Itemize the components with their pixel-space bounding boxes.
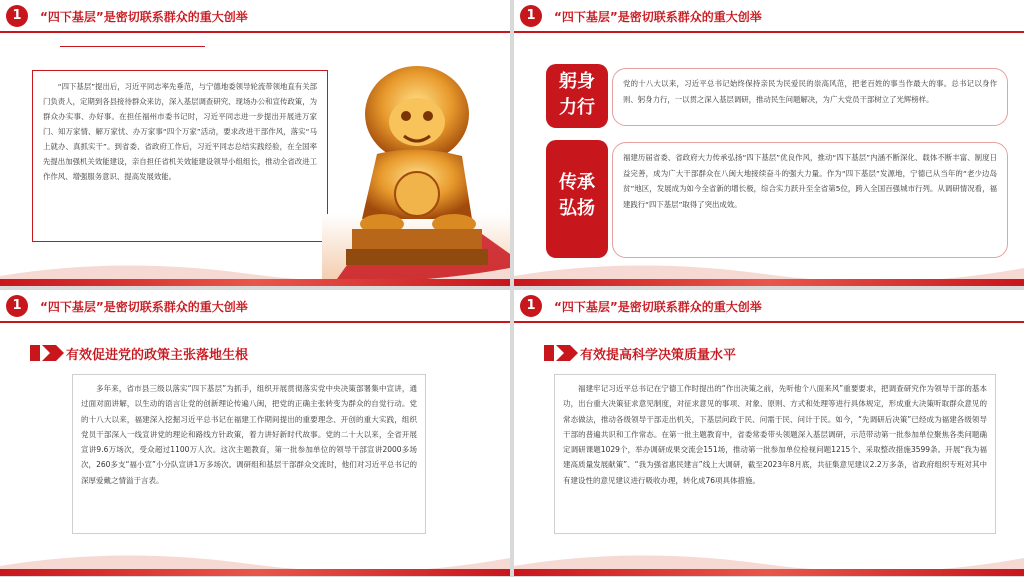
text-card: 党的十八大以来，习近平总书记始终保持亲民为民爱民的崇高风范，把老百姓的事当作最大的事。总书记以身作则、躬身力行，一以贯之深入基层调研，推动民生问题解决，为广大党员干部树立了光辉榜样。 bbox=[612, 68, 1008, 126]
bottom-band bbox=[514, 569, 1024, 576]
bottom-band bbox=[0, 279, 510, 286]
bottom-band bbox=[514, 279, 1024, 286]
slide-title: “四下基层”是密切联系群众的重大创举 bbox=[554, 10, 762, 24]
badge-line: 传承 bbox=[559, 172, 595, 193]
header-divider bbox=[514, 321, 1024, 323]
slide-header bbox=[0, 290, 510, 324]
section-number-badge: 1 bbox=[6, 295, 28, 317]
section-number-badge: 1 bbox=[520, 295, 542, 317]
slide-title: “四下基层”是密切联系群众的重大创举 bbox=[554, 300, 762, 314]
subtitle: 有效促进党的政策主张落地生根 bbox=[66, 348, 249, 363]
text-card: 福建历届省委、省政府大力传承弘扬“四下基层”优良作风，推动“四下基层”内涵不断深化、载体不断丰富、制度日益完善，成为广大干部群众在八闽大地接续奋斗的强大力量。作为“四下基层”发源地，宁德已从当年的“老少边岛贫”地区，发展成为如今全省新的增长极，综合实力跃升至全省第5位，跨入全国百强城市行列。从调研情况看，福建践行“四下基层”取得了突出成效。 bbox=[612, 142, 1008, 258]
accent-line bbox=[60, 46, 205, 47]
slide-title: “四下基层”是密切联系群众的重大创举 bbox=[40, 10, 248, 24]
slide-header bbox=[514, 0, 1024, 34]
header-divider bbox=[0, 321, 510, 323]
section-number-badge: 1 bbox=[520, 5, 542, 27]
slide-3[interactable] bbox=[0, 290, 510, 576]
slide-4[interactable] bbox=[514, 290, 1024, 576]
bottom-band bbox=[0, 569, 510, 576]
subtitle: 有效提高科学决策质量水平 bbox=[580, 348, 737, 363]
slide-header bbox=[514, 290, 1024, 324]
badge-gongshen-lixing bbox=[546, 64, 608, 128]
arrow-icon bbox=[544, 345, 580, 361]
header-divider bbox=[514, 31, 1024, 33]
text-box: 福建牢记习近平总书记在宁德工作时提出的“作出决策之前，先听他个八面来风”重要要求，把调查研究作为领导干部的基本功，出台重大决策征求意见制度，对征求意见的事项、对象、原则、方式和处理等进行具体规定，形成重大决策听取群众意见的常态做法，推动各级领导干部走出机关，下基层问政于民、问需于民、问计于民。如今，“先调研后决策”已经成为福建各级领导干部的普遍共识和工作常态。在第一批主题教育中，省委常委带头领题深入基层调研，示范带动第一批参加单位聚焦各类问题确定调研课题1029个，举办调研成果交流会151场，推动第一批参加单位检视问题1215个、采取整改措施3599条。开展“我为福建高质量发展献策”、“我为强省惠民建言”线上大调研，截至2023年8月底，共征集意见建议2.2万多条，省政府组织专班对其中有建设性的意见建议进行吸收办理，转化成76项具体措施。 bbox=[554, 374, 996, 534]
badge-line: 弘扬 bbox=[559, 198, 595, 219]
slide-1[interactable] bbox=[0, 0, 510, 286]
badge-line: 力行 bbox=[559, 97, 595, 118]
text-box: 多年来，省市县三级以落实“四下基层”为抓手，组织开展贯彻落实党中央决策部署集中宣讲，通过面对面讲解，以生动的语言让党的创新理论传遍八闽，把党的正确主张转变为群众的自觉行动。党的十八大以来，福建深入挖掘习近平总书记在福建工作期间提出的重要理念、开创的重大实践，组织党员干部深入一线宣讲党的理论和路线方针政策，着力讲好新时代故事。党的二十大以来，全省开展宣讲9.6万场次，受众超过1100万人次。这次主题教育，第一批参加单位的领导干部宣讲2000多场次，260多支“福小宣”小分队宣讲1万多场次。调研组和基层干部群众交流时，他们对习近平总书记的深厚爱戴之情溢于言表。 bbox=[72, 374, 426, 534]
badge-chuancheng-hongyang bbox=[546, 140, 608, 258]
slide-header bbox=[0, 0, 510, 34]
badge-line: 躬身 bbox=[559, 71, 595, 92]
slide-2[interactable] bbox=[514, 0, 1024, 286]
slide-title: “四下基层”是密切联系群众的重大创举 bbox=[40, 300, 248, 314]
arrow-icon bbox=[30, 345, 66, 361]
text-box: “四下基层”提出后，习近平同志率先垂范，与宁德地委领导轮流带领地直有关部门负责人，定期到各县接待群众来访，深入基层调查研究、现场办公和宣传政策，为群众办实事、办好事。在担任福州市委书记时，习近平同志进一步提出开展进万家门、知万家情、解万家忧、办万家事“四个万家”活动，要求改进干部作风，落实“马上就办、真抓实干”。到省委、省政府工作后，习近平同志总结实践经验，在全国率先提出加强机关效能建设，亲自担任省机关效能建设领导小组组长，推动全省改进工作作风、增强服务意识、提高发展效能。 bbox=[32, 70, 328, 242]
header-divider bbox=[0, 31, 510, 33]
section-number-badge: 1 bbox=[6, 5, 28, 27]
